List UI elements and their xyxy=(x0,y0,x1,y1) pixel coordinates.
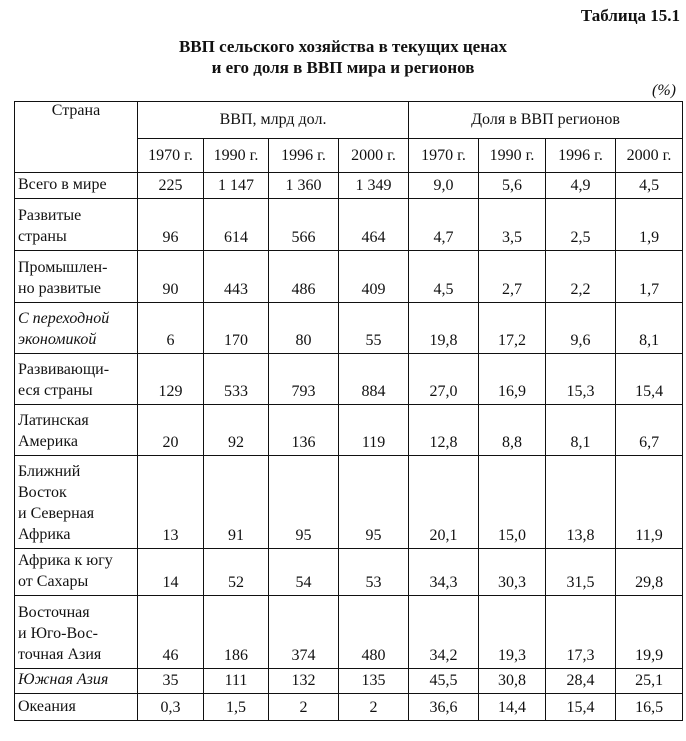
value-cell: 135 xyxy=(339,669,409,694)
table-row xyxy=(15,669,683,694)
country-name-line: С переходной xyxy=(18,310,110,327)
value-cell: 95 xyxy=(269,456,339,549)
country-name-cell xyxy=(15,549,138,596)
value-cell: 15,0 xyxy=(479,456,546,549)
unit-note: (%) xyxy=(652,82,676,99)
value-cell: 129 xyxy=(138,354,204,405)
table-row xyxy=(15,549,683,596)
value-cell: 132 xyxy=(269,669,339,694)
value-cell: 16,5 xyxy=(616,694,683,721)
value-cell: 1,7 xyxy=(616,251,683,303)
header-year: 1990 г. xyxy=(479,139,546,173)
value-cell: 11,9 xyxy=(616,456,683,549)
value-cell: 54 xyxy=(269,549,339,596)
value-cell: 1 349 xyxy=(339,173,409,199)
country-name-cell xyxy=(15,199,138,251)
value-cell: 15,4 xyxy=(546,694,616,721)
country-name-cell xyxy=(15,303,138,354)
header-group-gdp: ВВП, млрд дол. xyxy=(138,102,409,139)
country-name-line: от Сахары xyxy=(18,573,89,590)
country-name-line: экономикой xyxy=(18,331,97,348)
value-cell: 884 xyxy=(339,354,409,405)
header-year: 1970 г. xyxy=(138,139,204,173)
value-cell: 45,5 xyxy=(409,669,479,694)
table-row xyxy=(15,199,683,251)
header-year: 2000 г. xyxy=(339,139,409,173)
value-cell: 443 xyxy=(204,251,269,303)
value-cell: 170 xyxy=(204,303,269,354)
value-cell: 0,3 xyxy=(138,694,204,721)
country-name-cell xyxy=(15,694,138,721)
table-body xyxy=(15,173,683,721)
country-name-line: и Северная xyxy=(18,505,95,522)
value-cell: 17,2 xyxy=(479,303,546,354)
country-name-cell xyxy=(15,251,138,303)
country-name-line: Восток xyxy=(18,484,67,501)
table-row xyxy=(15,251,683,303)
header-year: 1990 г. xyxy=(204,139,269,173)
value-cell: 1,5 xyxy=(204,694,269,721)
value-cell: 9,6 xyxy=(546,303,616,354)
value-cell: 31,5 xyxy=(546,549,616,596)
value-cell: 30,3 xyxy=(479,549,546,596)
value-cell: 4,9 xyxy=(546,173,616,199)
table-row xyxy=(15,694,683,721)
table-row xyxy=(15,596,683,669)
country-name-line: Африка xyxy=(18,526,71,543)
value-cell: 55 xyxy=(339,303,409,354)
country-name-line: Всего в мире xyxy=(18,176,107,193)
value-cell: 4,5 xyxy=(409,251,479,303)
value-cell: 53 xyxy=(339,549,409,596)
value-cell: 566 xyxy=(269,199,339,251)
value-cell: 80 xyxy=(269,303,339,354)
country-name-line: Развивающи- xyxy=(18,361,110,378)
country-name-line: Латинская xyxy=(18,412,89,429)
value-cell: 4,7 xyxy=(409,199,479,251)
value-cell: 2 xyxy=(269,694,339,721)
value-cell: 20,1 xyxy=(409,456,479,549)
country-name-line: но развитые xyxy=(18,280,101,297)
value-cell: 14,4 xyxy=(479,694,546,721)
value-cell: 3,5 xyxy=(479,199,546,251)
value-cell: 25,1 xyxy=(616,669,683,694)
country-name-line: Ближний xyxy=(18,463,81,480)
country-name-line: страны xyxy=(18,228,67,245)
gdp-table xyxy=(14,101,683,721)
country-name-cell xyxy=(15,596,138,669)
value-cell: 34,2 xyxy=(409,596,479,669)
value-cell: 46 xyxy=(138,596,204,669)
table-row xyxy=(15,303,683,354)
value-cell: 2,2 xyxy=(546,251,616,303)
value-cell: 36,6 xyxy=(409,694,479,721)
value-cell: 464 xyxy=(339,199,409,251)
value-cell: 15,3 xyxy=(546,354,616,405)
value-cell: 480 xyxy=(339,596,409,669)
value-cell: 1,9 xyxy=(616,199,683,251)
value-cell: 486 xyxy=(269,251,339,303)
value-cell: 6,7 xyxy=(616,405,683,456)
table-number: Таблица 15.1 xyxy=(580,6,680,25)
value-cell: 27,0 xyxy=(409,354,479,405)
value-cell: 614 xyxy=(204,199,269,251)
value-cell: 6 xyxy=(138,303,204,354)
value-cell: 2,5 xyxy=(546,199,616,251)
value-cell: 34,3 xyxy=(409,549,479,596)
country-name-cell xyxy=(15,669,138,694)
header-year: 1996 г. xyxy=(546,139,616,173)
value-cell: 8,8 xyxy=(479,405,546,456)
country-name-cell xyxy=(15,405,138,456)
value-cell: 16,9 xyxy=(479,354,546,405)
table-row xyxy=(15,173,683,199)
value-cell: 5,6 xyxy=(479,173,546,199)
value-cell: 12,8 xyxy=(409,405,479,456)
value-cell: 793 xyxy=(269,354,339,405)
value-cell: 15,4 xyxy=(616,354,683,405)
value-cell: 13 xyxy=(138,456,204,549)
value-cell: 19,3 xyxy=(479,596,546,669)
value-cell: 91 xyxy=(204,456,269,549)
header-year: 2000 г. xyxy=(616,139,683,173)
country-name-line: Восточная xyxy=(18,604,90,621)
table-title xyxy=(0,36,686,78)
value-cell: 2 xyxy=(339,694,409,721)
value-cell: 533 xyxy=(204,354,269,405)
value-cell: 8,1 xyxy=(546,405,616,456)
value-cell: 29,8 xyxy=(616,549,683,596)
value-cell: 96 xyxy=(138,199,204,251)
value-cell: 17,3 xyxy=(546,596,616,669)
value-cell: 1 147 xyxy=(204,173,269,199)
table-row xyxy=(15,456,683,549)
table-row xyxy=(15,354,683,405)
value-cell: 409 xyxy=(339,251,409,303)
value-cell: 13,8 xyxy=(546,456,616,549)
value-cell: 4,5 xyxy=(616,173,683,199)
value-cell: 136 xyxy=(269,405,339,456)
value-cell: 374 xyxy=(269,596,339,669)
country-name-cell xyxy=(15,173,138,199)
country-name-cell xyxy=(15,456,138,549)
country-name-line: Америка xyxy=(18,433,78,450)
country-name-line: точная Азия xyxy=(18,646,102,663)
value-cell: 19,9 xyxy=(616,596,683,669)
value-cell: 111 xyxy=(204,669,269,694)
value-cell: 19,8 xyxy=(409,303,479,354)
value-cell: 92 xyxy=(204,405,269,456)
country-name-line: и Юго-Вос- xyxy=(18,625,98,642)
value-cell: 95 xyxy=(339,456,409,549)
value-cell: 9,0 xyxy=(409,173,479,199)
value-cell: 35 xyxy=(138,669,204,694)
table-row xyxy=(15,405,683,456)
country-name-line: Развитые xyxy=(18,207,82,224)
country-name-cell xyxy=(15,354,138,405)
table-title-line: ВВП сельского хозяйства в текущих ценах xyxy=(178,37,508,56)
value-cell: 30,8 xyxy=(479,669,546,694)
header-year: 1996 г. xyxy=(269,139,339,173)
country-name-line: еся страны xyxy=(18,382,93,399)
value-cell: 186 xyxy=(204,596,269,669)
header-year: 1970 г. xyxy=(409,139,479,173)
country-name-line: Южная Азия xyxy=(18,671,109,688)
value-cell: 90 xyxy=(138,251,204,303)
value-cell: 1 360 xyxy=(269,173,339,199)
value-cell: 8,1 xyxy=(616,303,683,354)
value-cell: 225 xyxy=(138,173,204,199)
country-name-line: Африка к югу xyxy=(18,552,113,569)
value-cell: 28,4 xyxy=(546,669,616,694)
country-name-line: Океания xyxy=(18,698,76,715)
value-cell: 119 xyxy=(339,405,409,456)
table-title-line: и его доля в ВВП мира и регионов xyxy=(211,58,475,77)
value-cell: 52 xyxy=(204,549,269,596)
value-cell: 2,7 xyxy=(479,251,546,303)
value-cell: 14 xyxy=(138,549,204,596)
header-group-share: Доля в ВВП регионов xyxy=(409,102,683,139)
header-country: Страна xyxy=(15,102,138,173)
country-name-line: Промышлен- xyxy=(18,259,108,276)
value-cell: 20 xyxy=(138,405,204,456)
